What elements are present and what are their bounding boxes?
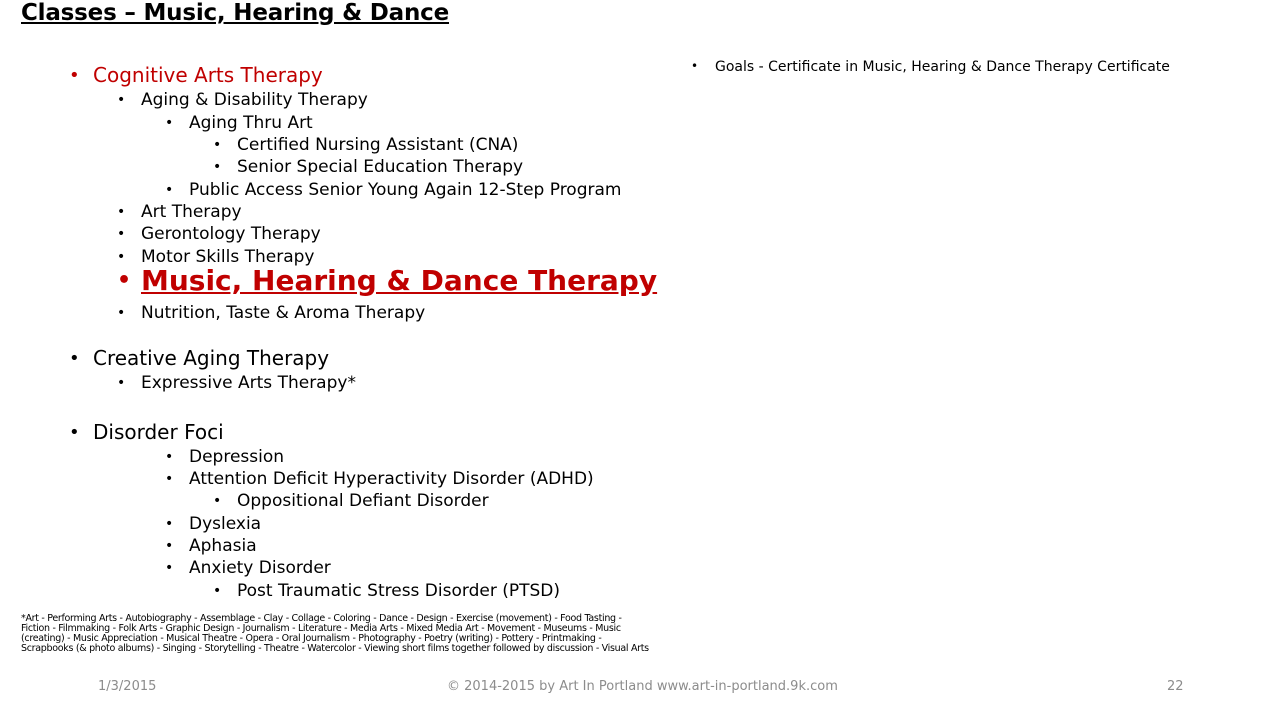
footer-copyright: © 2014-2015 by Art In Portland www.art-in-portland.9k.com [447,679,838,694]
list-item-anxiety-disorder: • Anxiety Disorder [189,558,331,578]
list-item-ptsd: • Post Traumatic Stress Disorder (PTSD) [237,581,560,601]
list-item-cognitive-arts-therapy: • Cognitive Arts Therapy [93,63,323,87]
list-item-art-therapy: • Art Therapy [141,202,242,222]
list-item-depression: • Depression [189,447,284,467]
list-item-gerontology-therapy: • Gerontology Therapy [141,224,321,244]
list-item-public-access-senior: • Public Access Senior Young Again 12-Step Program [189,180,621,200]
list-item-adhd: • Attention Deficit Hyperactivity Disorder (ADHD) [189,469,594,489]
list-item-aging-disability-therapy: • Aging & Disability Therapy [141,90,368,110]
list-item-senior-special-education: • Senior Special Education Therapy [237,157,523,177]
list-item-dyslexia: • Dyslexia [189,514,261,534]
list-item-disorder-foci: • Disorder Foci [93,420,224,444]
list-item-creative-aging-therapy: • Creative Aging Therapy [93,346,329,370]
goals-item: • Goals - Certificate in Music, Hearing & Dance Therapy Certificate [715,59,1170,75]
slide-title: Classes – Music, Hearing & Dance [21,0,450,26]
footer-page-number: 22 [1167,679,1184,694]
list-item-nutrition-taste-aroma: • Nutrition, Taste & Aroma Therapy [141,303,425,323]
list-item-oppositional-defiant: • Oppositional Defiant Disorder [237,491,489,511]
footnote: *Art - Performing Arts - Autobiography - Assemblage - Clay - Collage - Coloring - Dance - Design - Exercise (movement) - Food Tasting - Fiction - Filmmaking - Folk Arts - Graphic Design - Journalism - Literature - Media Arts - Mixed Media Art - Movement - Museums - Music (creating) - Music Appreciation - Musical Theatre - Opera - Oral Journalism - Photography - Poetry (writing) - Pottery - Printmaking - Scrapbooks (& photo albums) - Singing - Storytelling - Theatre - Watercolor - Viewing short films together followed by discussion - Visual Arts [21,613,649,654]
footer-date: 1/3/2015 [98,679,157,694]
list-item-music-hearing-dance-therapy: • Music, Hearing & Dance Therapy [141,264,657,297]
list-item-expressive-arts-therapy: • Expressive Arts Therapy* [141,373,356,393]
list-item-aphasia: • Aphasia [189,536,257,556]
list-item-aging-thru-art: • Aging Thru Art [189,113,313,133]
list-item-cna: • Certified Nursing Assistant (CNA) [237,135,518,155]
list-item-motor-skills-therapy: • Motor Skills Therapy [141,247,314,267]
